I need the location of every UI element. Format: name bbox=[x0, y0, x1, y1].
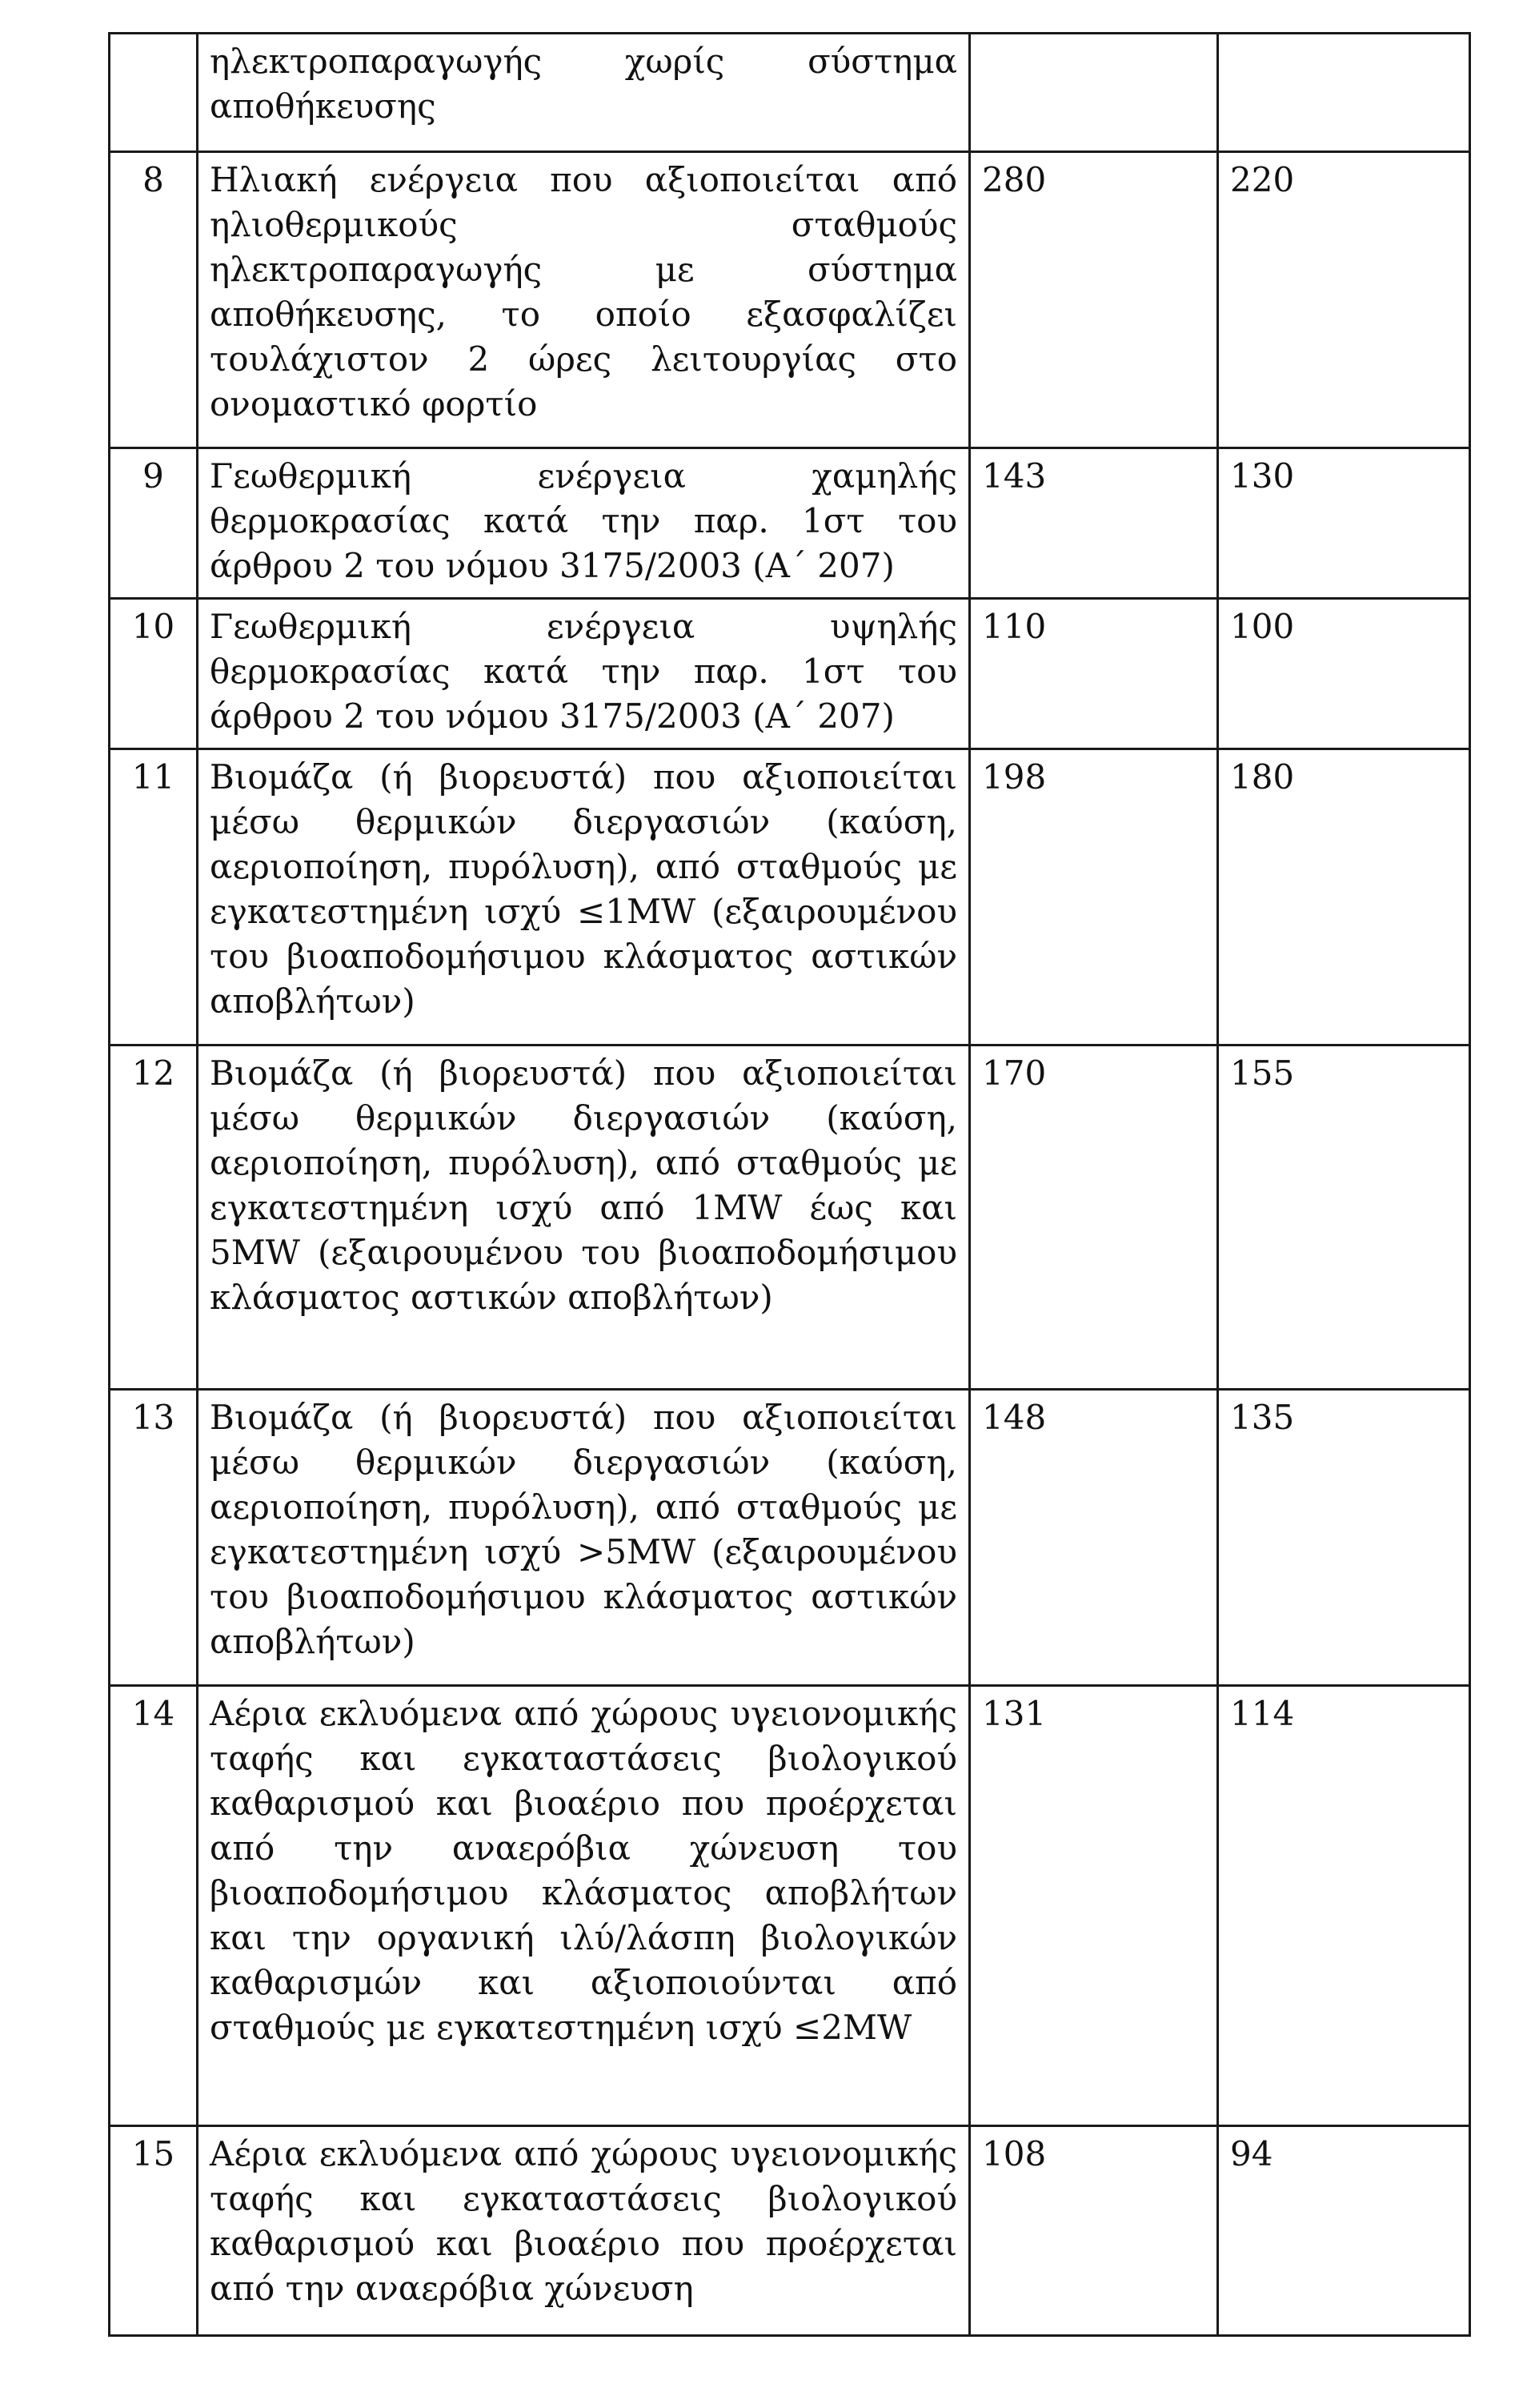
row-value-2: 155 bbox=[1218, 1045, 1470, 1390]
row-value-2: 180 bbox=[1218, 749, 1470, 1045]
table-row bbox=[110, 1390, 1470, 1686]
row-number: 9 bbox=[110, 448, 198, 599]
row-number: 14 bbox=[110, 1686, 198, 2126]
row-number: 13 bbox=[110, 1390, 198, 1686]
row-description: Γεωθερμική ενέργεια υψηλής θερμοκρασίας κατά την παρ. 1στ του άρθρου 2 του νόμου 3175/2003 (Α΄ 207) bbox=[198, 599, 970, 749]
row-number bbox=[110, 34, 198, 152]
table-row bbox=[110, 749, 1470, 1045]
row-value-1 bbox=[970, 34, 1218, 152]
row-value-1: 170 bbox=[970, 1045, 1218, 1390]
table-row bbox=[110, 1686, 1470, 2126]
row-number: 11 bbox=[110, 749, 198, 1045]
row-value-2 bbox=[1218, 34, 1470, 152]
row-value-2: 220 bbox=[1218, 152, 1470, 448]
row-value-2: 94 bbox=[1218, 2126, 1470, 2336]
row-value-1: 131 bbox=[970, 1686, 1218, 2126]
row-value-1: 108 bbox=[970, 2126, 1218, 2336]
table-row bbox=[110, 152, 1470, 448]
row-number: 8 bbox=[110, 152, 198, 448]
row-description: Ηλιακή ενέργεια που αξιοποιείται από ηλιοθερμικούς σταθμούς ηλεκτροπαραγωγής με σύστημα αποθήκευσης, το οποίο εξασφαλίζει τουλάχιστον 2 ώρες λειτουργίας στο ονομαστικό φορτίο bbox=[198, 152, 970, 448]
row-description: Βιομάζα (ή βιορευστά) που αξιοποιείται μέσω θερμικών διεργασιών (καύση, αεριοποίηση, πυρόλυση), από σταθμούς με εγκατεστημένη ισχύ ≤1MW (εξαιρουμένου του βιοαποδομήσιμου κλάσματος αστικών αποβλήτων) bbox=[198, 749, 970, 1045]
row-description: Βιομάζα (ή βιορευστά) που αξιοποιείται μέσω θερμικών διεργασιών (καύση, αεριοποίηση, πυρόλυση), από σταθμούς με εγκατεστημένη ισχύ >5MW (εξαιρουμένου του βιοαποδομήσιμου κλάσματος αστικών αποβλήτων) bbox=[198, 1390, 970, 1686]
row-value-1: 148 bbox=[970, 1390, 1218, 1686]
row-value-2: 130 bbox=[1218, 448, 1470, 599]
row-number: 10 bbox=[110, 599, 198, 749]
row-description: Αέρια εκλυόμενα από χώρους υγειονομικής ταφής και εγκαταστάσεις βιολογικού καθαρισμού και βιοαέριο που προέρχεται από την αναερόβια χώνευση bbox=[198, 2126, 970, 2336]
table-row bbox=[110, 448, 1470, 599]
row-value-2: 100 bbox=[1218, 599, 1470, 749]
row-value-1: 280 bbox=[970, 152, 1218, 448]
row-number: 12 bbox=[110, 1045, 198, 1390]
table-row bbox=[110, 34, 1470, 152]
row-value-1: 143 bbox=[970, 448, 1218, 599]
row-description: Αέρια εκλυόμενα από χώρους υγειονομικής ταφής και εγκαταστάσεις βιολογικού καθαρισμού και βιοαέριο που προέρχεται από την αναερόβια χώνευση του βιοαποδομήσιμου κλάσματος αποβλήτων και την οργανική ιλύ/λάσπη βιολογικών καθαρισμών και αξιοποιούνται από σταθμούς με εγκατεστημένη ισχύ ≤2MW bbox=[198, 1686, 970, 2126]
tariff-table bbox=[108, 32, 1471, 2337]
row-value-2: 135 bbox=[1218, 1390, 1470, 1686]
row-description: Βιομάζα (ή βιορευστά) που αξιοποιείται μέσω θερμικών διεργασιών (καύση, αεριοποίηση, πυρόλυση), από σταθμούς με εγκατεστημένη ισχύ από 1MW έως και 5MW (εξαιρουμένου του βιοαποδομήσιμου κλάσματος αστικών αποβλήτων) bbox=[198, 1045, 970, 1390]
table-row bbox=[110, 1045, 1470, 1390]
table-row bbox=[110, 599, 1470, 749]
row-value-2: 114 bbox=[1218, 1686, 1470, 2126]
row-description: ηλεκτροπαραγωγής χωρίς σύστημα αποθήκευσης bbox=[198, 34, 970, 152]
row-description: Γεωθερμική ενέργεια χαμηλής θερμοκρασίας κατά την παρ. 1στ του άρθρου 2 του νόμου 3175/2003 (Α΄ 207) bbox=[198, 448, 970, 599]
table-row bbox=[110, 2126, 1470, 2336]
row-value-1: 198 bbox=[970, 749, 1218, 1045]
row-number: 15 bbox=[110, 2126, 198, 2336]
row-value-1: 110 bbox=[970, 599, 1218, 749]
